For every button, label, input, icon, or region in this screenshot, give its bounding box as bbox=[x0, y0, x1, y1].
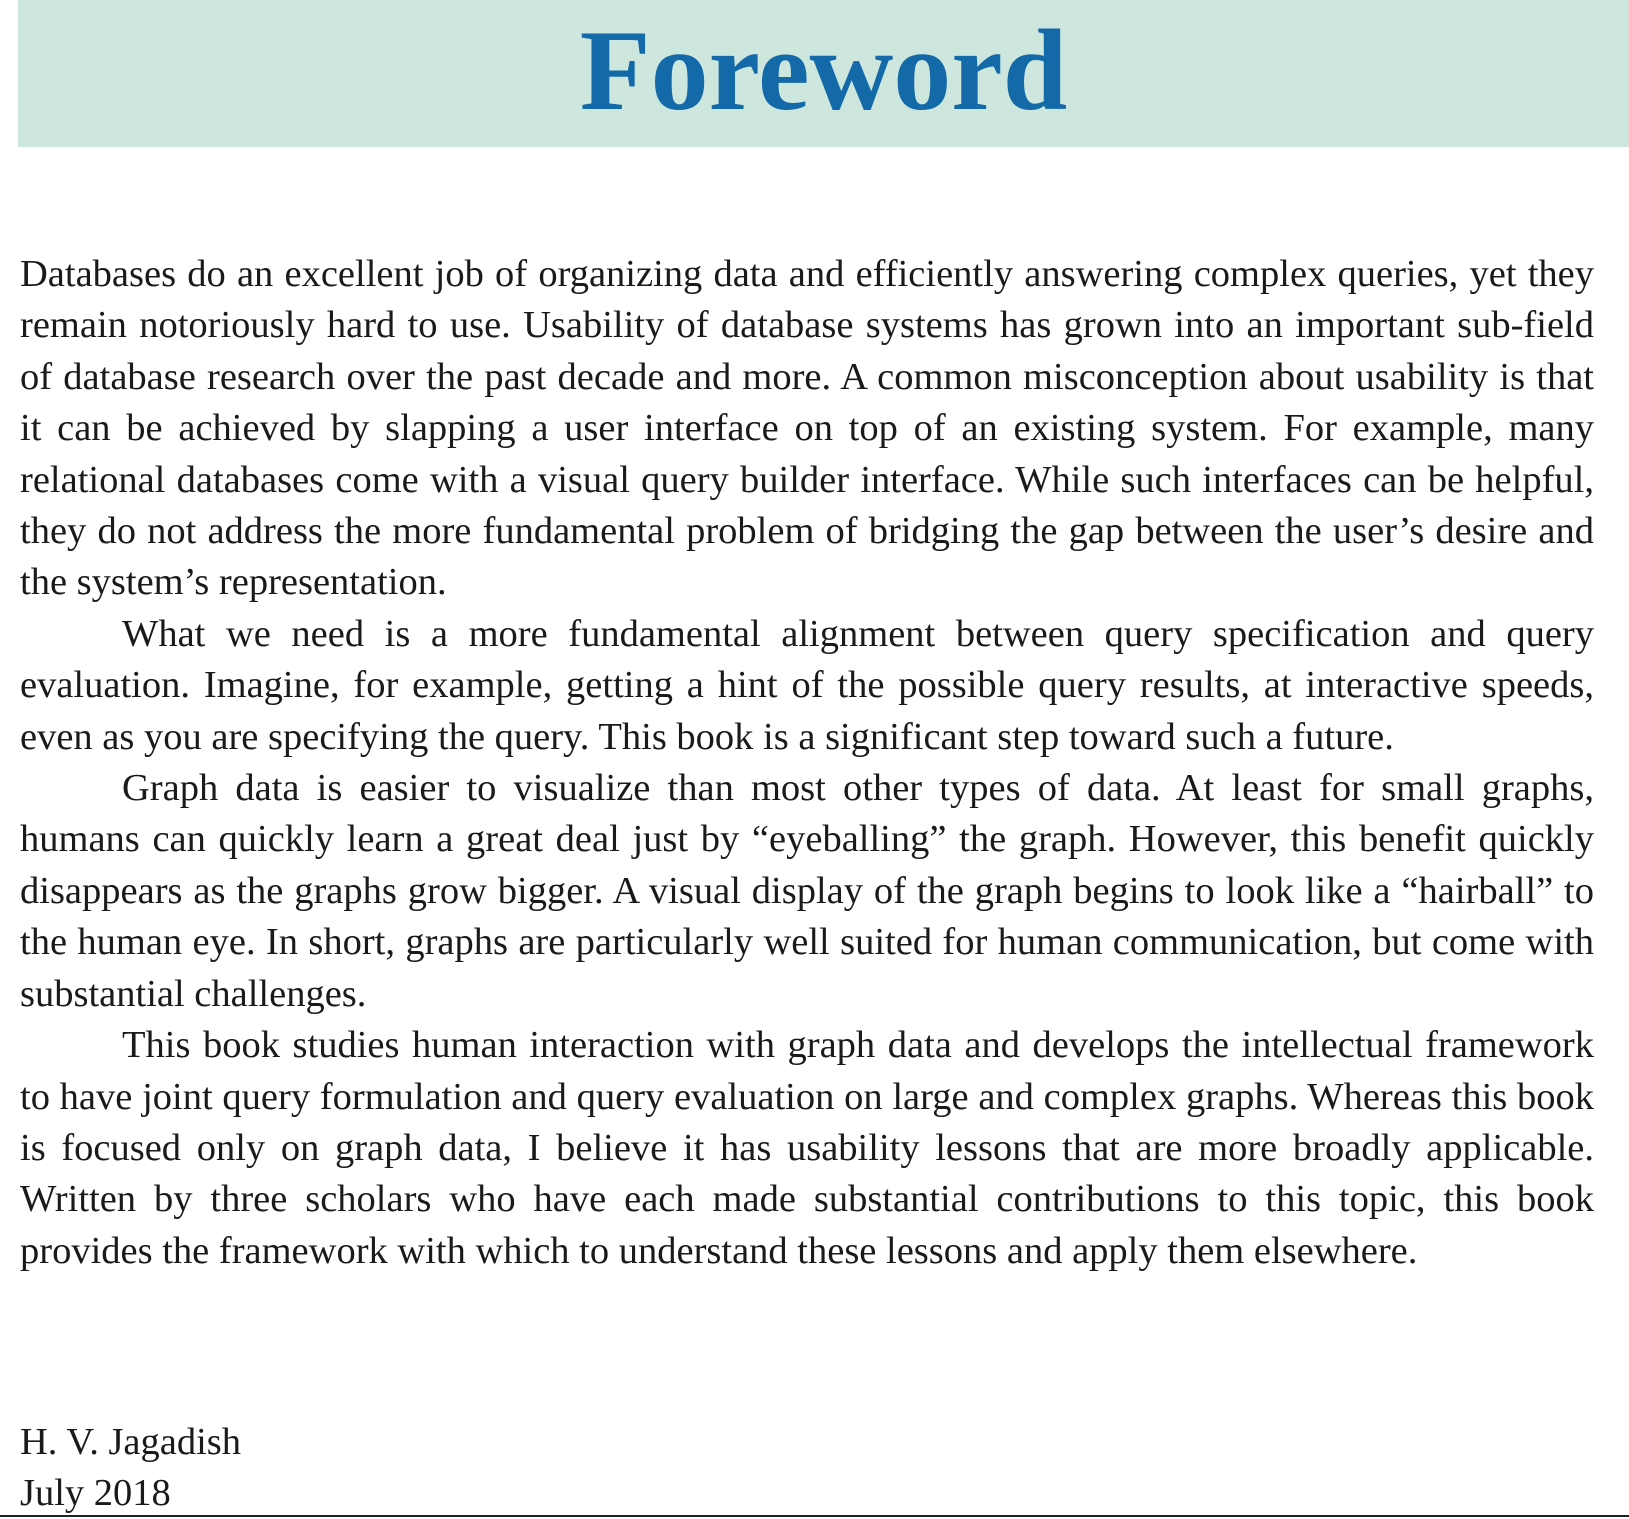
paragraph-3: Graph data is easier to visualize than most other types of data. At least for small graphs, humans can quickly learn a great deal just by “eyeballing” the graph. However, this benefit quickly disappears as the graphs grow bigger. A visual display of the graph begins to look like a “hairball” to the human eye. In short, graphs are particularly well suited for human communication, but come with substantial challenges. bbox=[20, 767, 1594, 1015]
bottom-divider bbox=[0, 1515, 1629, 1517]
paragraph-2: What we need is a more fundamental alignment between query specification and query evaluation. Imagine, for example, getting a hint of the possible query results, at interactive speeds, even as you are specifying the query. This book is a significant step toward such a future. bbox=[20, 612, 1594, 758]
author-name: H. V. Jagadish bbox=[20, 1421, 242, 1463]
paragraph-1: Databases do an excellent job of organizing data and efficiently answering complex queries, yet they remain notoriously hard to use. Usability of database systems has grown into an important sub-field of database research over the past decade and more. A common misconception about usability is that it can be achieved by slapping a user interface on top of an existing system. For example, many relational databases come with a visual query builder interface. While such interfaces can be helpful, they do not address the more fundamental problem of bridging the gap between the user’s desire and the system’s representation. bbox=[20, 253, 1594, 604]
signature-date: July 2018 bbox=[20, 1472, 171, 1514]
signature-block bbox=[20, 1417, 241, 1519]
paragraph-4: This book studies human interaction with graph data and develops the intellectual framework to have joint query formulation and query evaluation on large and complex graphs. Whereas this book is focused only on graph data, I believe it has usability lessons that are more broadly applicable. Written by three scholars who have each made substantial contributions to this topic, this book provides the framework with which to understand these lessons and apply them elsewhere. bbox=[20, 1024, 1594, 1272]
page-title: Foreword bbox=[579, 7, 1068, 135]
foreword-body bbox=[20, 249, 1594, 1277]
title-band bbox=[18, 0, 1629, 147]
